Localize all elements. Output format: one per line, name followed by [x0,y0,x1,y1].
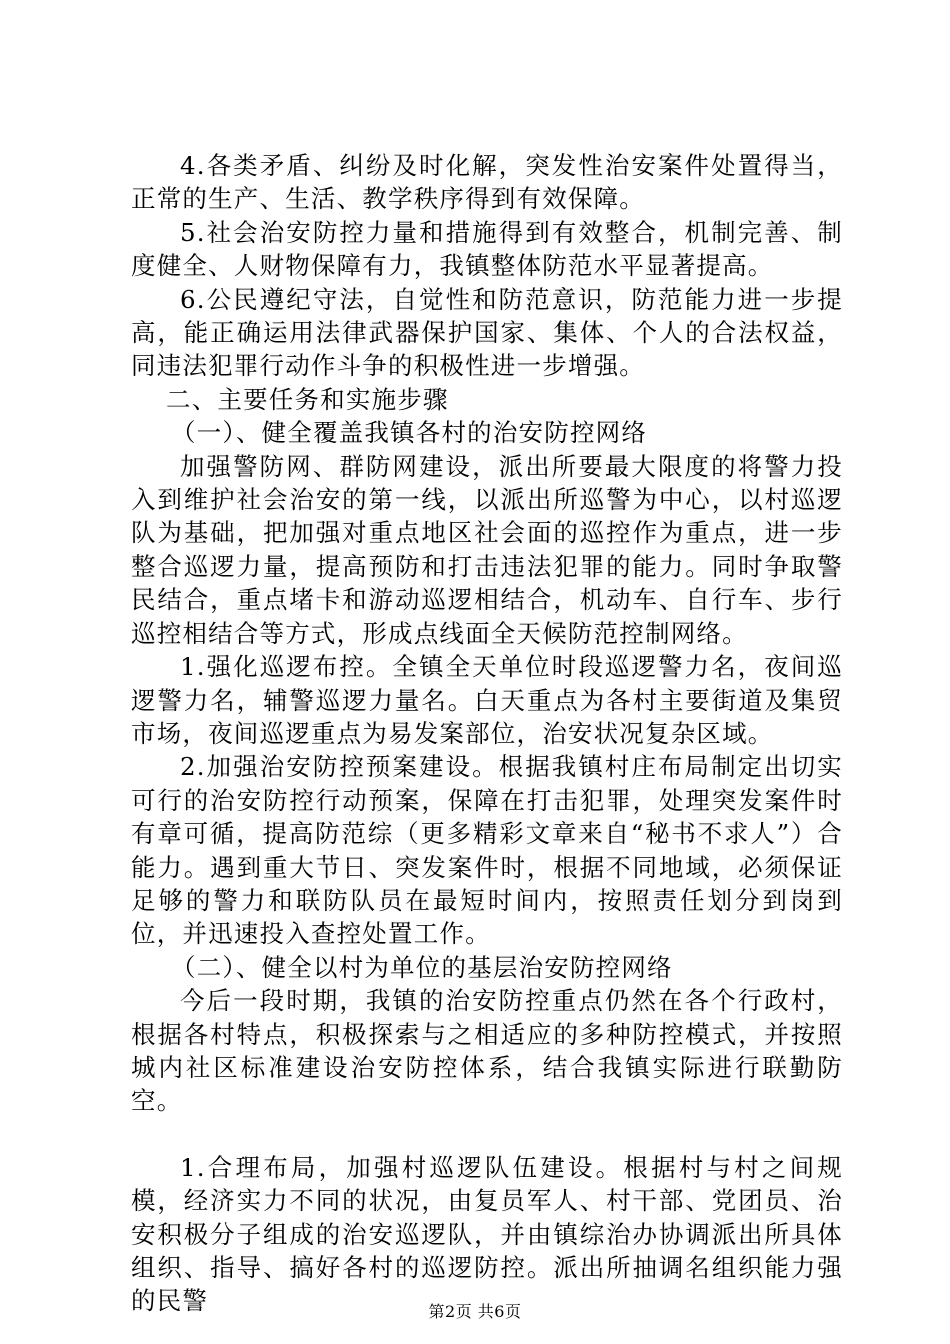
section-heading: 二、主要任务和实施步骤 [166,384,449,414]
body-paragraph-1: 加强警防网、群防网建设，派出所要最大限度的将警力投入到维护社会治安的第一线，以派出所巡警为中心，以村巡逻队为基础，把加强对重点地区社会面的巡控作为重点，进一步整合巡逻力量，提高预防和打击违法犯罪的能力。同时争取警民结合，重点堵卡和游动巡逻相结合，机动车、自行车、步行巡控相结合等方式，形成点线面全天候防范控制网络。 [131,451,843,648]
paragraph-item-4: 4.各类矛盾、纠纷及时化解，突发性治安案件处置得当，正常的生产、生活、教学秩序得到有效保障。 [131,151,843,214]
paragraph-item-patrol: 1.强化巡逻布控。全镇全天单位时段巡逻警力名，夜间巡逻警力名，辅警巡逻力量名。白天重点为各村主要街道及集贸市场，夜间巡逻重点为易发案部位，治安状况复杂区域。 [131,652,843,748]
paragraph-item-layout: 1.合理布局，加强村巡逻队伍建设。根据村与村之间规模，经济实力不同的状况，由复员军人、村干部、党团员、治安积极分子组成的治安巡逻队，并由镇综治办协调派出所具体组织、指导、搞好各村的巡逻防控。派出所抽调名组织能力强的民警 [131,1152,843,1316]
paragraph-item-5: 5.社会治安防控力量和措施得到有效整合，机制完善、制度健全、人财物保障有力，我镇整体防范水平显著提高。 [131,217,843,281]
subsection-heading-2: （二）、健全以村为单位的基层治安防控网络 [171,952,673,982]
body-paragraph-2: 今后一段时期，我镇的治安防控重点仍然在各个行政村，根据各村特点，积极探索与之相适应的多种防控模式，并按照城内社区标准建设治安防控体系，结合我镇实际进行联勤防空。 [131,986,843,1116]
page-footer: 第2页 共6页 [428,1302,522,1321]
paragraph-gap [131,1118,843,1151]
document-body [131,149,843,1318]
paragraph-item-plan: 2.加强治安防控预案建设。根据我镇村庄布局制定出切实可行的治安防控行动预案，保障在打击犯罪，处理突发案件时有章可循，提高防范综（更多精彩文章来自“秘书不求人”）合能力。遇到重大节日、突发案件时，根据不同地域，必须保证足够的警力和联防队员在最短时间内，按照责任划分到岗到位，并迅速投入查控处置工作。 [131,752,843,949]
paragraph-item-6: 6.公民遵纪守法，自觉性和防范意识，防范能力进一步提高，能正确运用法律武器保护国家、集体、个人的合法权益，同违法犯罪行动作斗争的积极性进一步增强。 [131,284,843,381]
subsection-heading-1: （一）、健全覆盖我镇各村的治安防控网络 [171,418,648,448]
